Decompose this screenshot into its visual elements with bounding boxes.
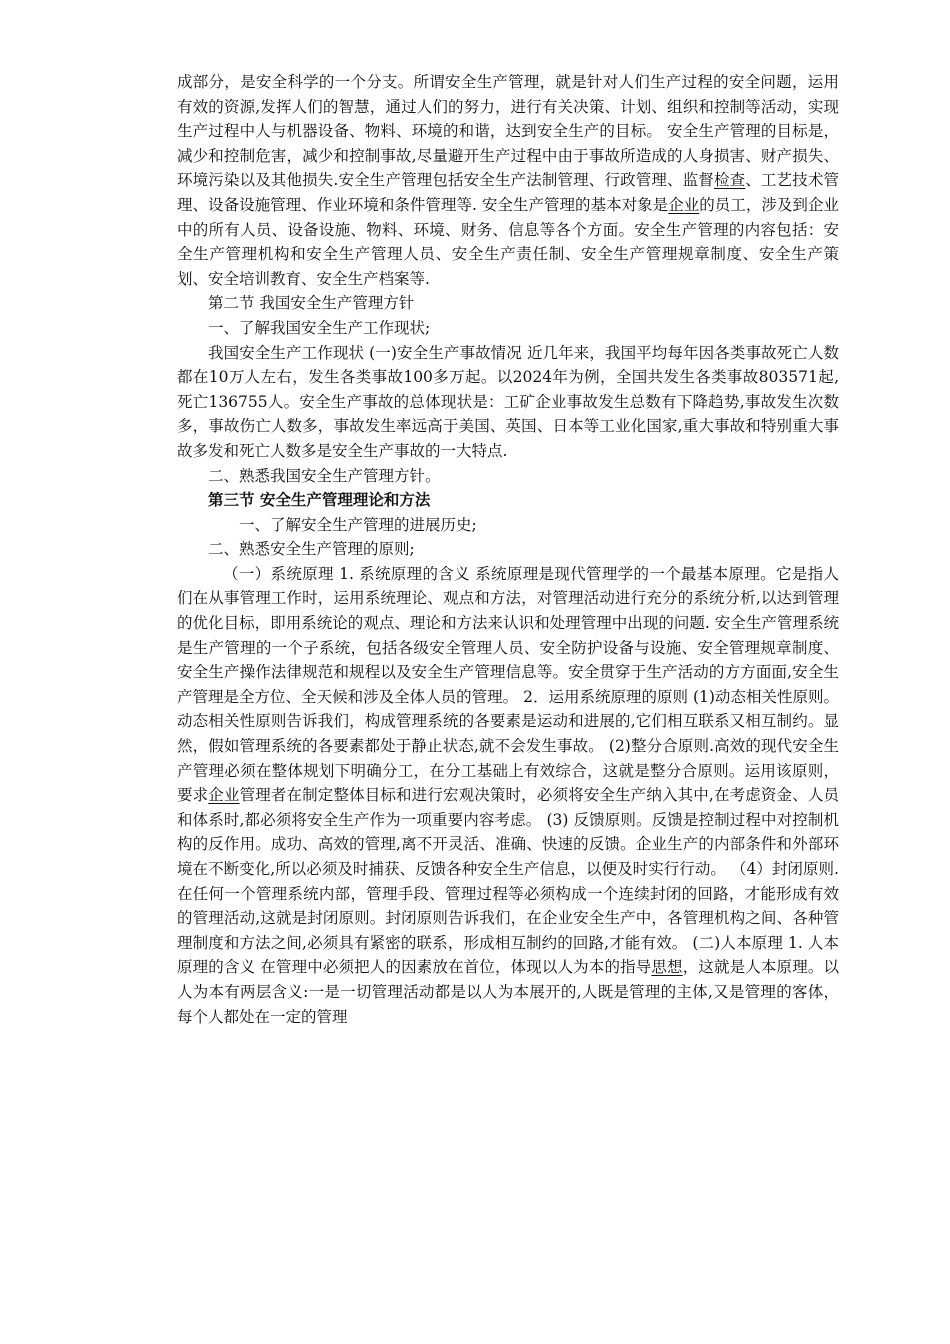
paragraph-text: 成部分，是安全科学的一个分支。所谓安全生产管理，就是针对人们生产过程的安全问题，运用有效的资源,发挥人们的智慧，通过人们的努力，进行有关决策、计划、组织和控制等活动，实现生产过程中人与机器设备、物料、环境的和谐，达到安全生产的目标。 安全生产管理的目标是，减少和控制危害，减少和控制事故,尽量避开生产过程中由于事故所造成的人身损害、财产损失、环境污染以及其他损失.安全生产管理包括安全生产法制管理、行政管理、监督 bbox=[177, 73, 839, 190]
paragraph-text: 、工艺技术管理、设备设施管理、作业环境和条件管理等. 安全生产管理的基本对象是 bbox=[177, 171, 839, 214]
link-inspection[interactable]: 检查 bbox=[713, 171, 746, 190]
section-2-item-1: 一、了解我国安全生产工作现状; bbox=[208, 318, 431, 337]
section-3-body bbox=[177, 562, 839, 1029]
paragraph-text: 管理者在制定整体目标和进行宏观决策时，必须将安全生产纳入其中,在考虑资金、人员和体系时,都必须将安全生产作为一项重要内容考虑。 (3) 反馈原则。反馈是控制过程中对控制机构的反作用。成功、高效的管理,离不开灵活、准确、快速的反馈。企业生产的内部条件和外部环境在不断变化,所以必须及时捕获、反馈各种安全生产信息，以便及时实行行动。 （4）封闭原则.在任何一个管理系统内部，管理手段、管理过程等必须构成一个连续封闭的回路，才能形成有效的管理活动,这就是封闭原则。封闭原则告诉我们，在企业安全生产中，各管理机构之间、各种管理制度和方法之间,必须具有紧密的联系，形成相互制约的回路,才能有效。 (二)人本原理 1. 人本原理的含义 在管理中必须把人的因素放在首位，体现以人为本的指导 bbox=[177, 786, 839, 977]
document-page bbox=[177, 70, 839, 1029]
link-enterprise[interactable]: 企业 bbox=[668, 195, 700, 214]
paragraph-text: ，这就是人本原理。以人为本有两层含义:一是一切管理活动都是以人为本展开的,人既是管理的主体,又是管理的客体，每个人都处在一定的管理 bbox=[177, 958, 839, 1026]
section-2-title: 第二节 我国安全生产管理方针 bbox=[208, 294, 415, 313]
section-3-item-1: 一、了解安全生产管理的进展历史; bbox=[239, 515, 477, 534]
link-thought[interactable]: 思想 bbox=[651, 958, 683, 977]
paragraph-text: （一）系统原理 1. 系统原理的含义 系统原理是现代管理学的一个最基本原理。它是指人们在从事管理工作时，运用系统理论、观点和方法，对管理活动进行充分的系统分析,以达到管理的优化目标，即用系统论的观点、理论和方法来认识和处理管理中出现的问题. 安全生产管理系统是生产管理的一个子系统，包括各级安全管理人员、安全防护设备与设施、安全管理规章制度、安全生产操作法律规范和规程以及安全生产管理信息等。安全贯穿于生产活动的方方面面,安全生产管理是全方位、全天候和涉及全体人员的管理。 2．运用系统原理的原则 (1)动态相关性原则。动态相关性原则告诉我们，构成管理系统的各要素是运动和进展的,它们相互联系又相互制约。显然，假如管理系统的各要素都处于静止状态,就不会发生事故。 (2)整分合原则.高效的现代安全生产管理必须在整体规划下明确分工，在分工基础上有效综合，这就是整分合原则。运用该原则，要求 bbox=[177, 564, 839, 805]
paragraph-intro bbox=[177, 70, 839, 291]
section-3-title: 第三节 安全生产管理理论和方法 bbox=[208, 490, 431, 510]
link-enterprise-2[interactable]: 企业 bbox=[208, 786, 240, 805]
section-3-item-2: 二、熟悉安全生产管理的原则; bbox=[208, 540, 415, 559]
paragraph-text: 的员工，涉及到企业中的所有人员、设备设施、物料、环境、财务、信息等各个方面。安全生产管理的内容包括：安全生产管理机构和安全生产管理人员、安全生产责任制、安全生产管理规章制度、安全生产策划、安全培训教育、安全生产档案等. bbox=[177, 195, 839, 288]
section-2-body: 我国安全生产工作现状 (一)安全生产事故情况 近几年来，我国平均每年因各类事故死亡人数都在10万人左右，发生各类事故100多万起。以2024年为例，全国共发生各类事故803571起,死亡136755人。安全生产事故的总体现状是：工矿企业事故发生总数有下降趋势,事故发生次数多，事故伤亡人数多，事故发生率远高于美国、英国、日本等工业化国家,重大事故和特别重大事故多发和死亡人数多是安全生产事故的一大特点. bbox=[177, 343, 839, 460]
section-2-item-2: 二、熟悉我国安全生产管理方针。 bbox=[208, 466, 441, 485]
